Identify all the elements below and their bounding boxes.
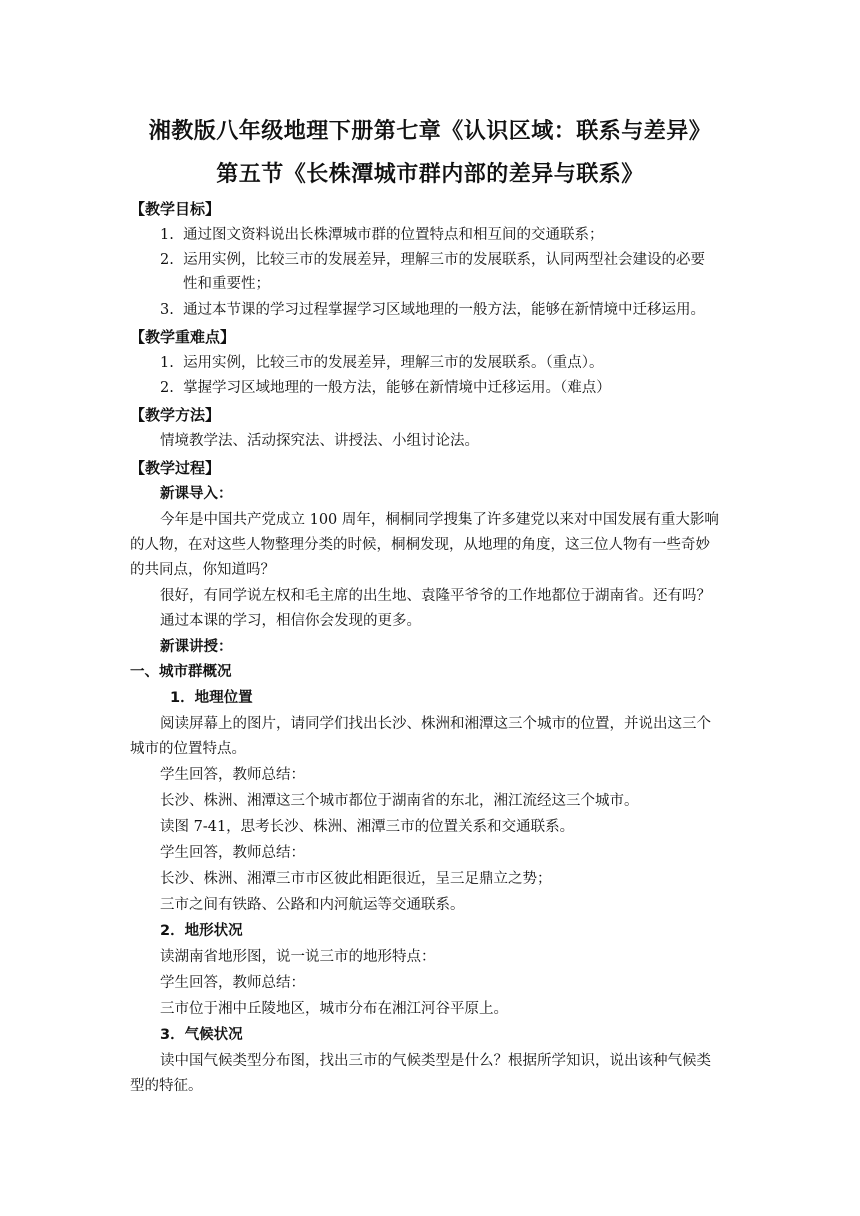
methods-text: 情境教学法、活动探究法、讲授法、小组讨论法。 — [160, 433, 479, 449]
goal-number: 3. — [160, 302, 174, 318]
goal-text: 通过本节课的学习过程掌握学习区域地理的一般方法，能够在新情境中迁移运用。 — [183, 302, 706, 318]
subsection-heading: 2．地形状况 — [160, 923, 243, 939]
key-point-number: 2. — [160, 380, 174, 396]
goal-number: 1. — [160, 227, 174, 243]
key-point-number: 1. — [160, 355, 174, 371]
goal-item — [160, 250, 705, 270]
document-title-line1: 湘教版八年级地理下册第七章《认识区域：联系与差异》 — [148, 119, 712, 144]
subsection-heading: 3．气候状况 — [160, 1027, 243, 1043]
key-point-item — [160, 353, 604, 373]
lecture-heading: 新课讲授： — [160, 639, 233, 655]
intro-paragraph: 很好，有同学说左权和毛主席的出生地、袁隆平爷爷的工作地都位于湖南省。还有吗？ — [160, 588, 711, 604]
paragraph-line: 城市的位置特点。 — [130, 741, 246, 757]
paragraph-line: 读图 7-41，思考长沙、株洲、湘潭三市的位置关系和交通联系。 — [160, 819, 575, 835]
methods-heading: 【教学方法】 — [130, 406, 221, 424]
goal-item — [160, 225, 604, 245]
goals-heading: 【教学目标】 — [130, 200, 221, 218]
goal-text: 运用实例，比较三市的发展差异，理解三市的发展联系，认同两型社会建设的必要 — [183, 252, 706, 268]
section-heading: 一、城市群概况 — [130, 664, 232, 680]
paragraph-line: 三市之间有铁路、公路和内河航运等交通联系。 — [160, 897, 465, 913]
key-point-item — [160, 378, 611, 398]
intro-paragraph-line: 的人物，在对这些人物整理分类的时候，桐桐发现，从地理的角度，这三位人物有一些奇妙 — [130, 537, 710, 553]
paragraph-line: 学生回答，教师总结： — [160, 767, 305, 783]
paragraph-line: 学生回答，教师总结： — [160, 845, 305, 861]
intro-heading: 新课导入： — [160, 486, 233, 502]
key-points-heading: 【教学重难点】 — [130, 328, 236, 346]
goal-number: 2. — [160, 252, 174, 268]
paragraph-line: 读中国气候类型分布图，找出三市的气候类型是什么？根据所学知识，说出该种气候类 — [160, 1053, 711, 1069]
key-point-text: 掌握学习区域地理的一般方法，能够在新情境中迁移运用。（难点） — [183, 380, 611, 396]
process-heading: 【教学过程】 — [130, 459, 221, 477]
intro-paragraph: 通过本课的学习，相信你会发现的更多。 — [160, 613, 421, 629]
paragraph-line: 阅读屏幕上的图片，请同学们找出长沙、株洲和湘潭这三个城市的位置，并说出这三个 — [160, 716, 711, 732]
goal-text: 通过图文资料说出长株潭城市群的位置特点和相互间的交通联系； — [183, 227, 604, 243]
paragraph-line: 读湖南省地形图，说一说三市的地形特点： — [160, 949, 436, 965]
subsection-heading: 1．地理位置 — [170, 690, 253, 706]
paragraph-line: 长沙、株洲、湘潭三市市区彼此相距很近，呈三足鼎立之势； — [160, 871, 552, 887]
goal-continuation: 性和重要性； — [183, 276, 270, 292]
paragraph-line: 三市位于湘中丘陵地区，城市分布在湘江河谷平原上。 — [160, 1001, 508, 1017]
goal-item — [160, 300, 705, 320]
paragraph-line: 学生回答，教师总结： — [160, 975, 305, 991]
intro-paragraph-line: 的共同点，你知道吗？ — [130, 562, 275, 578]
intro-paragraph-line: 今年是中国共产党成立 100 周年，桐桐同学搜集了许多建党以来对中国发展有重大影响 — [160, 512, 719, 528]
paragraph-line: 型的特征。 — [130, 1078, 203, 1094]
key-point-text: 运用实例，比较三市的发展差异，理解三市的发展联系。（重点）。 — [183, 355, 604, 371]
paragraph-line: 长沙、株洲、湘潭这三个城市都位于湖南省的东北，湘江流经这三个城市。 — [160, 793, 639, 809]
document-title-line2: 第五节《长株潭城市群内部的差异与联系》 — [216, 162, 644, 187]
